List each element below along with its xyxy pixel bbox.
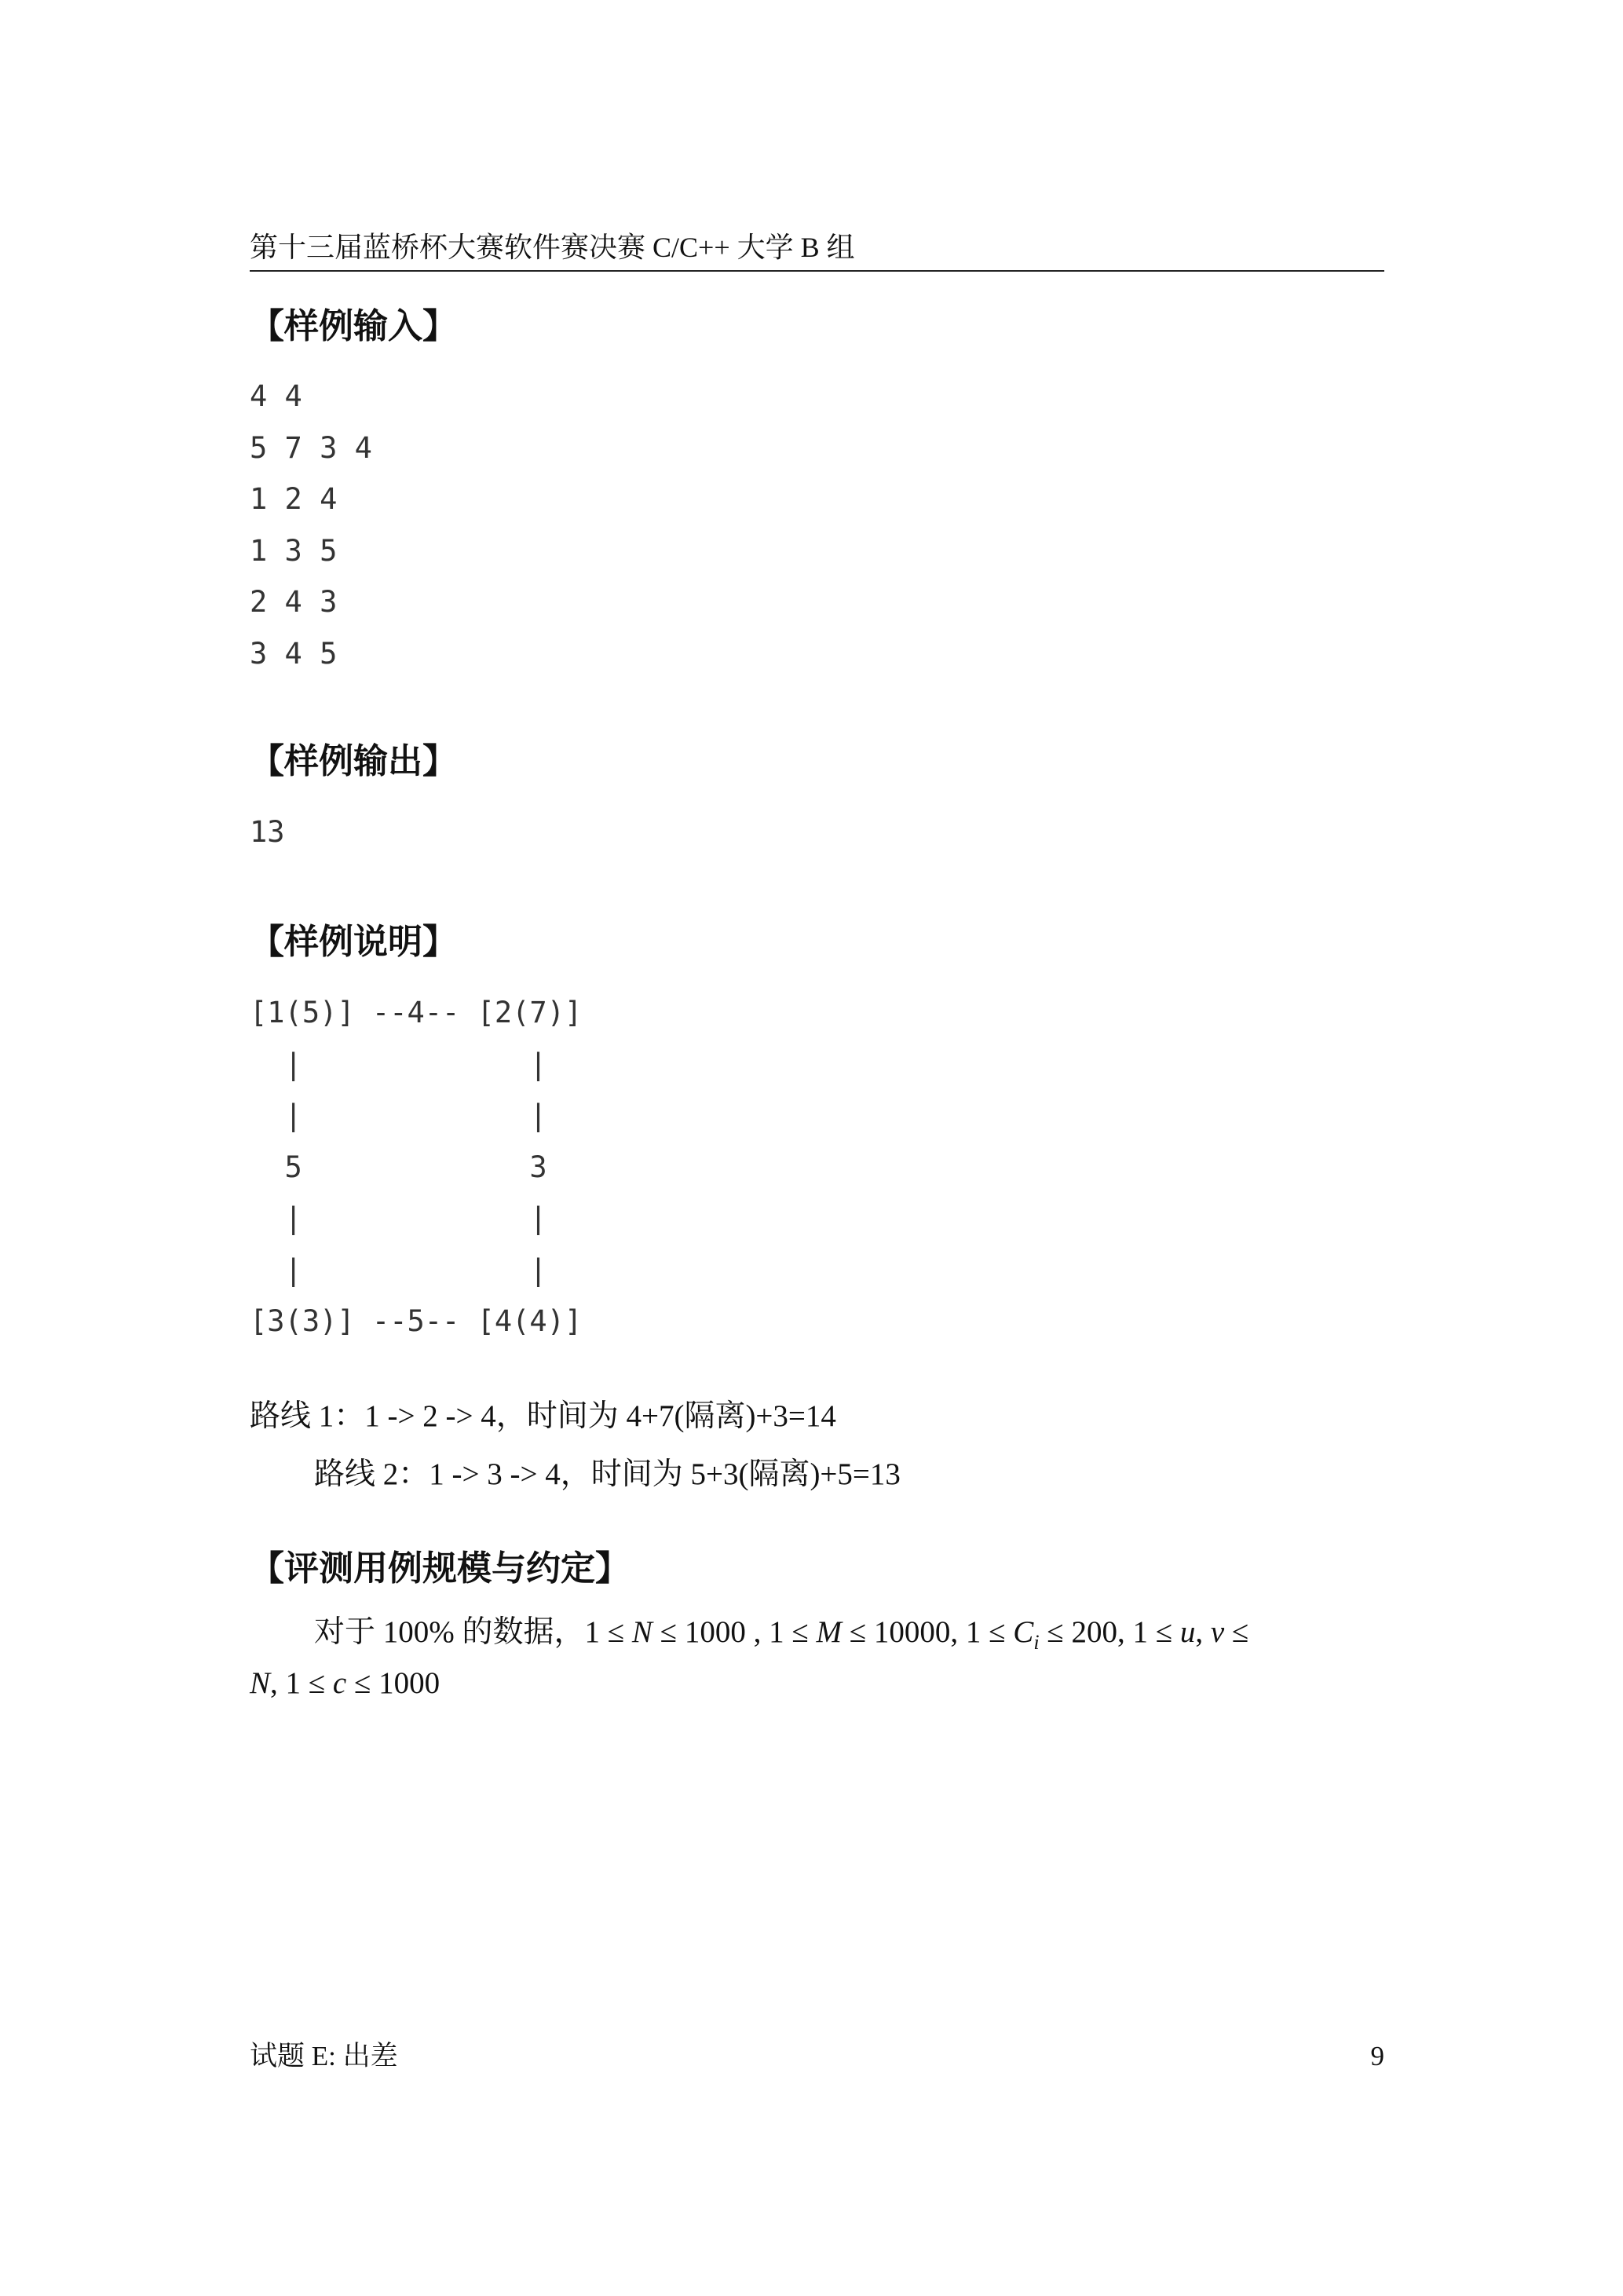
running-header: 第十三届蓝桥杯大赛软件赛决赛 C/C++ 大学 B 组 (250, 232, 855, 263)
header-rule (250, 270, 1384, 272)
page-number: 9 (1370, 2041, 1384, 2071)
sample-input-block (250, 371, 372, 679)
route-1-text: 路线 1：1 -> 2 -> 4，时间为 4+7(隔离)+3=14 (250, 1399, 836, 1433)
math-var-N: N (250, 1666, 271, 1700)
math-var-v: v (1210, 1615, 1225, 1649)
sample-explanation-heading: 【样例说明】 (250, 922, 457, 962)
constraints-line-1 (314, 1610, 1248, 1665)
diagram-line: | | (250, 1047, 547, 1081)
math-text: ≤ 200, 1 ≤ (1039, 1615, 1180, 1649)
math-var-N: N (631, 1615, 652, 1649)
math-var-c: c (332, 1666, 347, 1700)
sample-input-heading: 【样例输入】 (250, 306, 457, 346)
sample-output-block (250, 806, 285, 858)
math-var-M: M (816, 1615, 842, 1649)
math-text: , (1195, 1615, 1211, 1649)
math-text: ≤ 1000 , 1 ≤ (652, 1615, 817, 1649)
diagram-line: | | (250, 1252, 547, 1287)
sample-input-line: 3 4 5 (250, 636, 338, 671)
math-text: ≤ 1000 (346, 1666, 440, 1700)
diagram-line: | | (250, 1099, 547, 1132)
sample-input-line: 1 2 4 (250, 482, 338, 516)
sample-output-line: 13 (250, 815, 285, 849)
math-text: ≤ 10000, 1 ≤ (841, 1615, 1014, 1649)
constraints-heading: 【评测用例规模与约定】 (250, 1548, 630, 1589)
sample-input-line: 4 4 (250, 379, 302, 413)
diagram-line: | | (250, 1201, 547, 1235)
graph-diagram (250, 987, 582, 1347)
sample-input-line: 1 3 5 (250, 533, 338, 568)
diagram-line: 5 3 (250, 1150, 547, 1184)
math-text: 1 ≤ (584, 1615, 632, 1649)
math-subscript-i: i (1033, 1630, 1040, 1654)
constraints-line-2 (250, 1662, 440, 1706)
constraints-prefix: 对于 100% 的数据， (314, 1615, 585, 1649)
route-2-text: 路线 2：1 -> 3 -> 4，时间为 5+3(隔离)+5=13 (314, 1457, 901, 1491)
sample-input-line: 2 4 3 (250, 585, 338, 619)
sample-output-heading: 【样例输出】 (250, 741, 457, 781)
sample-input-line: 5 7 3 4 (250, 430, 372, 465)
diagram-line: [3(3)] --5-- [4(4)] (250, 1304, 583, 1338)
math-text: , 1 ≤ (270, 1666, 333, 1700)
footer-problem-label: 试题 E: 出差 (250, 2041, 398, 2071)
math-text: ≤ (1224, 1615, 1249, 1649)
diagram-line: [1(5)] --4-- [2(7)] (250, 996, 583, 1029)
math-var-C: C (1013, 1615, 1034, 1649)
math-var-u: u (1179, 1615, 1196, 1649)
